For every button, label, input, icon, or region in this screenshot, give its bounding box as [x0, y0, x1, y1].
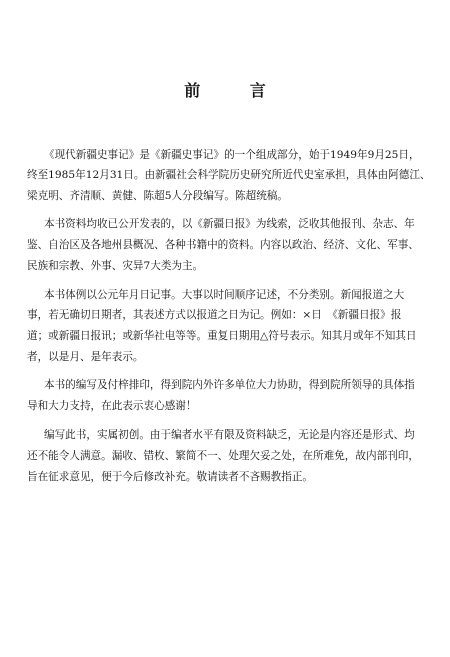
paragraph-1-line-1: 《现代新疆史事记》是《新疆史事记》的一个组成部分，始于1949年9月25日， [44, 149, 420, 161]
paragraph-3-line-4: 者，以是月、是年表示。 [27, 351, 144, 363]
paragraph-5-line-3: 旨在征求意见，便于今后修改补充。敬请读者不吝赐教指正。 [27, 471, 314, 483]
paragraph-3-line-2: 事，若无确切日期者，其表述方式以报道之日为记。例如：×日 《新疆日报》报 [27, 309, 402, 321]
paragraph-1-line-2: 终至1985年12月31日。由新疆社会科学院历史研究所近代史室承担，具体由阿德江、 [27, 169, 431, 181]
paragraph-5-line-2: 还不能令人满意。漏收、错枚、繁简不一、处理欠妥之处，在所难免，故内部刊印， [27, 450, 419, 462]
paragraph-5-line-1: 编写此书，实属初创。由于编者水平有限及资料缺乏，无论是内容还是形式、均 [44, 429, 415, 441]
paragraph-1-line-3: 梁克明、齐清顺、黄健、陈超5人分段编写。陈超统稿。 [27, 190, 288, 202]
paragraph-4-line-2: 导和大力支持，在此表示衷心感谢！ [27, 400, 197, 412]
paragraph-3-line-1: 本书体例以公元年月日记事。大事以时间顺序记述，不分类别。新闻报道之大 [44, 289, 405, 301]
paragraph-3-line-3: 道；或新疆日报讯；或新华社电等等。重复日期用△符号表示。知其月或年不知其日 [27, 330, 417, 342]
paragraph-2-line-1: 本书资料均收已公开发表的，以《新疆日报》为线索，泛收其他报刊、杂志、年 [44, 218, 415, 230]
paragraph-4-line-1: 本书的编写及付梓排印，得到院内外许多单位大力协助，得到院所领导的具体指 [44, 379, 415, 391]
page-title: 前 言 [184, 81, 288, 100]
paragraph-2-line-2: 鉴、自治区及各地州县概况、各种书籍中的资料。内容以政治、经济、文化、军事、 [27, 239, 419, 251]
paragraph-2-line-3: 民族和宗教、外事、灾异7大类为主。 [27, 260, 204, 272]
